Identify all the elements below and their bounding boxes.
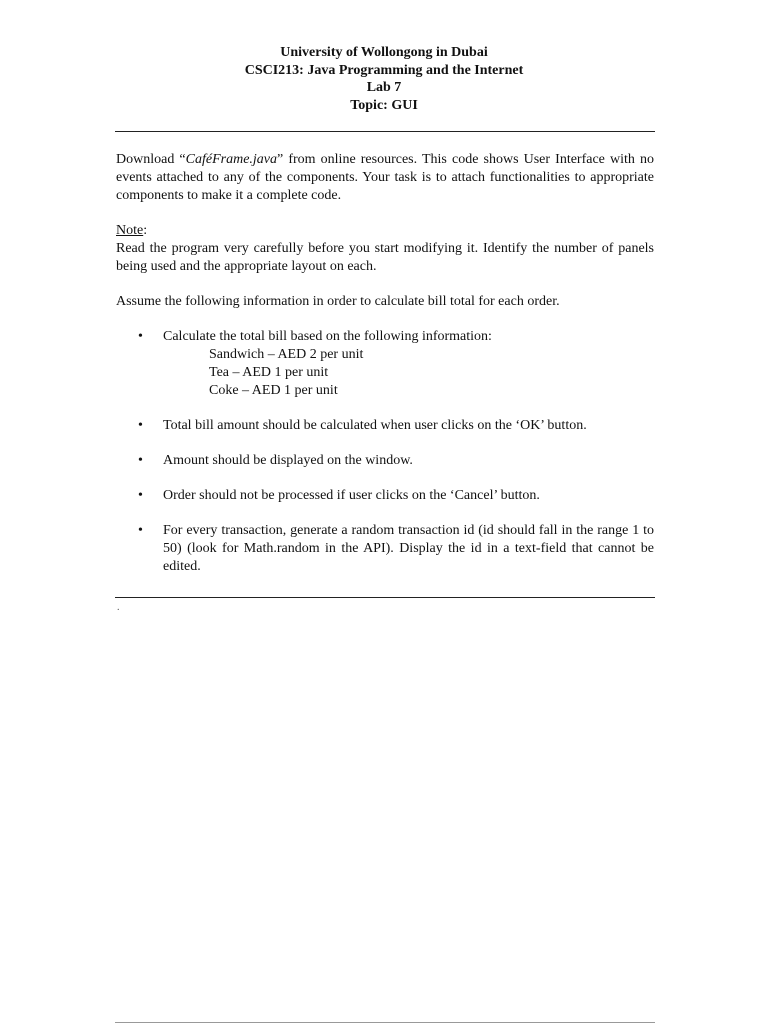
university-title: University of Wollongong in Dubai [280,45,488,60]
note-heading [116,222,654,240]
intro-filename: CaféFrame.java [185,152,278,167]
page-bottom-divider [115,1022,655,1023]
bullet-marker: • [138,488,143,503]
list-item [116,328,654,400]
note-colon: : [143,223,148,238]
document-body [116,151,654,593]
course-title: CSCI213: Java Programming and the Internet [244,62,524,78]
intro-prefix: Download “ [116,152,186,167]
cancel-button-text: Order should not be processed if user clicks on the ‘Cancel’ button. [163,488,540,503]
list-item [116,452,654,470]
footer-mark: . [117,602,120,613]
topic-title: Topic: GUI [350,97,418,113]
document-header [0,44,768,114]
spacer [116,205,654,222]
assume-paragraph: Assume the following information in order to calculate bill total for each order. [116,294,560,309]
list-item [116,522,654,576]
list-item [116,487,654,505]
requirements-list [116,328,654,576]
header-divider [115,131,655,132]
price-coke: Coke – AED 1 per unit [209,383,338,398]
spacer [116,311,654,328]
ok-button-text: Total bill amount should be calculated when user clicks on the ‘OK’ button. [163,418,587,433]
content-divider [115,597,655,598]
list-item [116,417,654,435]
price-sandwich: Sandwich – AED 2 per unit [209,347,364,362]
transaction-text: For every transaction, generate a random transaction id (id should fall in the range 1 to 50) (look for Math.random in the API). Display the id in a text-field that cannot be edited. [163,523,654,574]
bullet-marker: • [138,453,143,468]
note-paragraph: Read the program very carefully before you start modifying it. Identify the number of panels being used and the appropriate layout on each. [116,241,654,274]
intro-suffix: ” from online resources. This code shows User Interface with no events attached to any of the components. Your task is to attach functionalities to appropriate components to make it a complete code. [116,152,654,203]
intro-paragraph [116,151,654,205]
bullet-marker: • [138,418,143,433]
bullet-marker: • [138,523,143,538]
lab-title: Lab 7 [366,80,402,95]
spacer [116,276,654,293]
price-tea: Tea – AED 1 per unit [209,365,329,380]
note-label: Note [116,223,144,238]
calc-intro-text: Calculate the total bill based on the following information: [163,329,492,344]
display-text: Amount should be displayed on the window. [163,453,413,468]
bullet-marker: • [138,329,143,344]
